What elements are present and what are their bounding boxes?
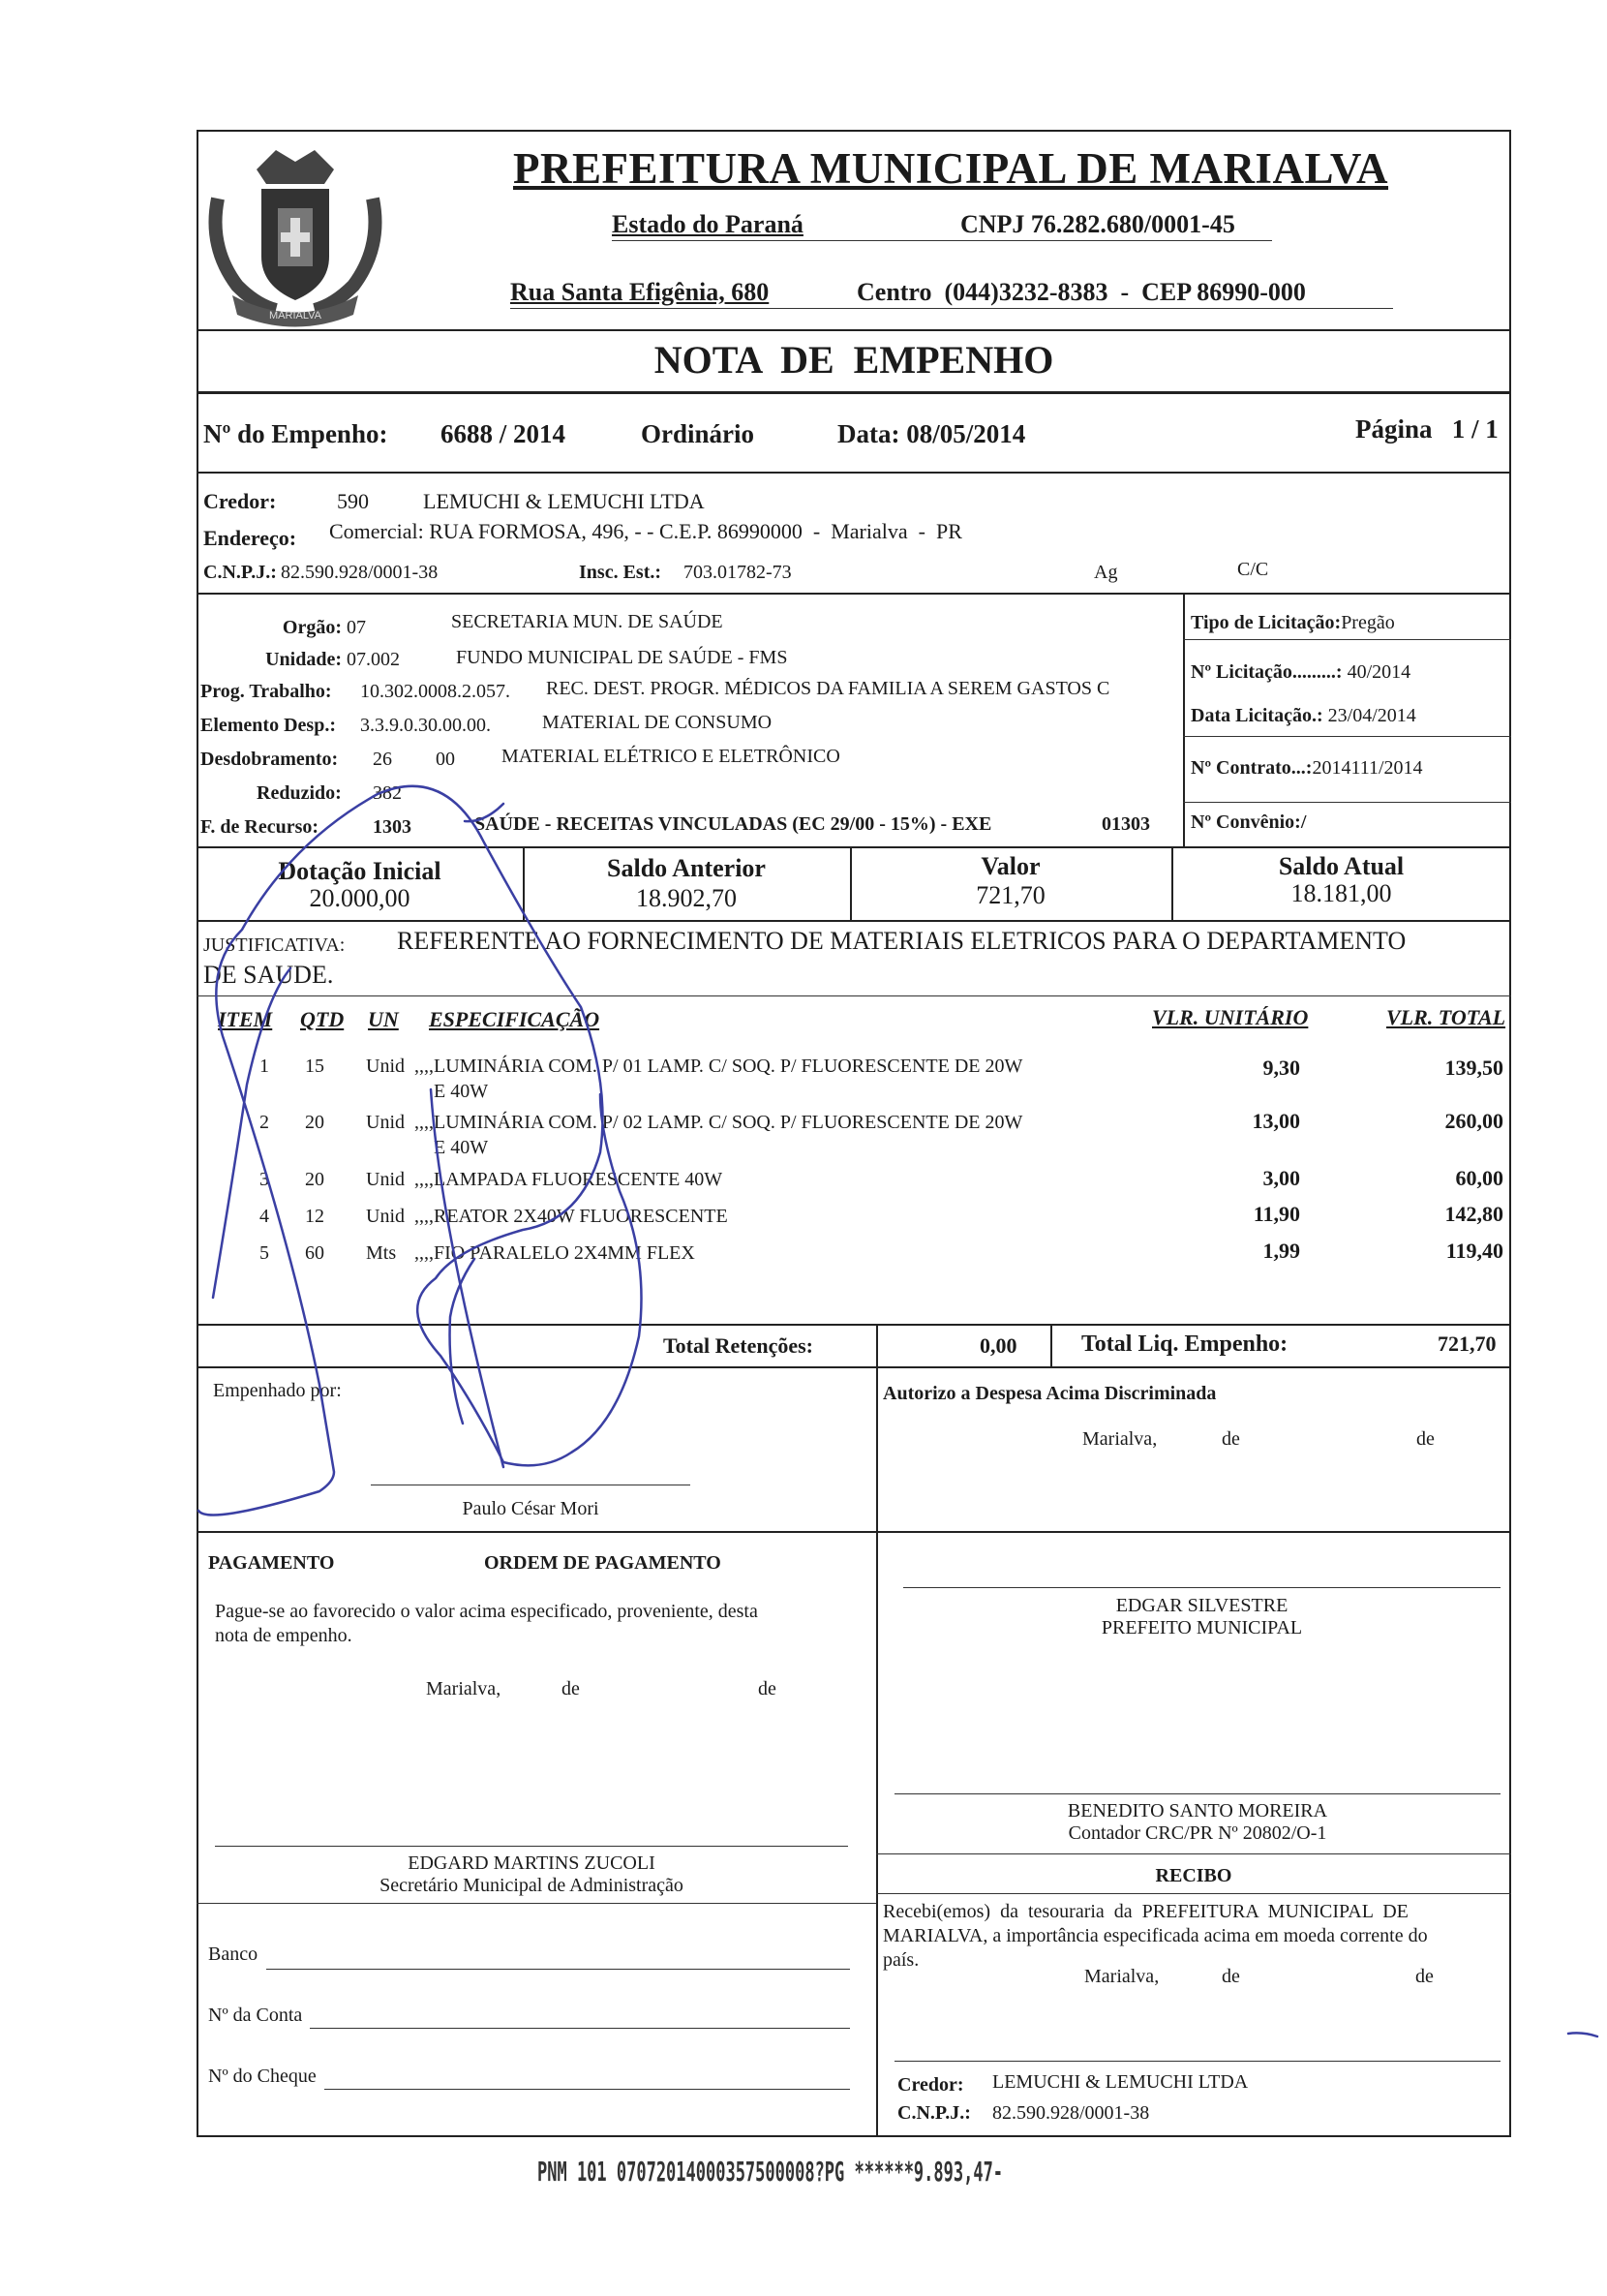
- tipo-licitacao-value: Pregão: [1341, 612, 1395, 633]
- unidade-code: 07.002: [347, 649, 400, 670]
- licitacao-num: Nº Licitação.........: 40/2014: [1191, 661, 1411, 683]
- desd-code: 26: [373, 749, 392, 770]
- pagamento-label: PAGAMENTO: [208, 1552, 335, 1574]
- empenho-label: Nº do Empenho:: [203, 419, 388, 448]
- recurso-code: 1303: [373, 816, 411, 838]
- recibo-title: RECIBO: [1155, 1865, 1232, 1886]
- unidade-label: Unidade:: [265, 649, 342, 670]
- orgao-label: Orgão:: [282, 617, 342, 638]
- credor-name: LEMUCHI & LEMUCHI LTDA: [423, 489, 705, 513]
- elem-label: Elemento Desp.:: [200, 715, 336, 736]
- insc-value: 703.01782-73: [683, 562, 792, 583]
- empenhado-signer: Paulo César Mori: [462, 1498, 599, 1519]
- reduzido-value: 382: [373, 782, 402, 804]
- recurso-label: F. de Recurso:: [200, 816, 319, 838]
- empenhado-label: Empenhado por:: [213, 1380, 342, 1401]
- contador-role: Contador CRC/PR Nº 20802/O-1: [1068, 1822, 1327, 1844]
- state-label: Estado do Paraná: [612, 210, 804, 238]
- document-title: PREFEITURA MUNICIPAL DE MARIALVA: [513, 144, 1389, 193]
- credor-label: Credor:: [203, 489, 277, 513]
- convenio-label: Nº Convênio:/: [1191, 811, 1307, 833]
- prog-label: Prog. Trabalho:: [200, 681, 332, 702]
- saldo-atual-value: 18.181,00: [1290, 879, 1392, 907]
- pagamento-text-line1: Pague-se ao favorecido o valor acima especificado, proveniente, desta: [215, 1601, 758, 1622]
- elem-code: 3.3.9.0.30.00.00.: [360, 715, 491, 736]
- unidade-name: FUNDO MUNICIPAL DE SAÚDE - FMS: [456, 647, 788, 668]
- licitacao-date: Data Licitação.: 23/04/2014: [1191, 705, 1416, 726]
- dotacao-label: Dotação Inicial: [278, 857, 441, 885]
- recibo-text-line1: Recebi(emos) da tesouraria da PREFEITURA MUNICIPAL DE: [883, 1901, 1409, 1922]
- col-qtd: QTD: [300, 1007, 345, 1031]
- autorizo-de1: de: [1222, 1428, 1240, 1450]
- justificativa-label: JUSTIFICATIVA:: [203, 934, 346, 956]
- recibo-text-line2: MARIALVA, a importância especificada acima em moeda corrente do: [883, 1925, 1428, 1946]
- justificativa-text-line1: REFERENTE AO FORNECIMENTO DE MATERIAIS ELETRICOS PARA O DEPARTAMENTO: [397, 927, 1407, 955]
- orgao-name: SECRETARIA MUN. DE SAÚDE: [451, 611, 723, 632]
- liquido-value: 721,70: [1438, 1332, 1497, 1356]
- cnpj-field-label: C.N.P.J.:: [203, 562, 277, 583]
- recibo-de2: de: [1415, 1966, 1434, 1987]
- recurso-num: 01303: [1102, 813, 1150, 835]
- liquido-label: Total Liq. Empenho:: [1081, 1332, 1289, 1357]
- contrato-field: Nº Contrato...:2014111/2014: [1191, 757, 1423, 779]
- col-un: UN: [368, 1007, 399, 1031]
- retencoes-value: 0,00: [980, 1333, 1017, 1358]
- col-vlr-unit: VLR. UNITÁRIO: [1152, 1005, 1309, 1029]
- prefeito-name: EDGAR SILVESTRE: [1115, 1595, 1289, 1616]
- dotacao-value: 20.000,00: [309, 884, 410, 912]
- col-item: ITEM: [218, 1007, 273, 1031]
- credor-footer-label: Credor:: [897, 2074, 964, 2096]
- prog-name: REC. DEST. PROGR. MÉDICOS DA FAMILIA A SEREM GASTOS C: [546, 678, 1110, 699]
- page-number: Página 1 / 1: [1355, 414, 1499, 444]
- svg-text:MARIALVA: MARIALVA: [269, 310, 321, 321]
- recibo-city: Marialva,: [1084, 1966, 1160, 1987]
- credor-address: Comercial: RUA FORMOSA, 496, - - C.E.P. 86990000 - Marialva - PR: [329, 519, 962, 543]
- list-item: 2 20 Unid ,,,,LUMINÁRIA COM. P/ 02 LAMP. C/ SOQ. P/ FLUORESCENTE DE 20W E 40W 13,00 260,00: [259, 1109, 1503, 1158]
- banco-label: Banco: [208, 1944, 258, 1965]
- desd-label: Desdobramento:: [200, 749, 339, 770]
- desd-name: MATERIAL ELÉTRICO E ELETRÔNICO: [501, 746, 840, 767]
- autorizo-label: Autorizo a Despesa Acima Discriminada: [883, 1383, 1217, 1404]
- tipo-licitacao-label: Tipo de Licitação:Pregão: [1191, 612, 1395, 633]
- credor-code: 590: [337, 489, 369, 513]
- prefeito-role: PREFEITO MUNICIPAL: [1101, 1617, 1303, 1638]
- orgao-code: 07: [347, 617, 366, 638]
- recibo-de1: de: [1222, 1966, 1240, 1987]
- ag-label: Ag: [1094, 562, 1118, 583]
- retencoes-label: Total Retenções:: [663, 1333, 813, 1358]
- nota-empenho-title: NOTA DE EMPENHO: [653, 338, 1054, 382]
- list-item: 5 60 Mts ,,,,FIO PARALELO 2X4MM FLEX 1,99 119,40: [259, 1239, 1503, 1264]
- col-vlr-total: VLR. TOTAL: [1386, 1005, 1506, 1029]
- secretario-name: EDGARD MARTINS ZUCOLI: [408, 1852, 655, 1874]
- cheque-label: Nº do Cheque: [208, 2066, 317, 2087]
- conta-label: Nº da Conta: [208, 2005, 303, 2026]
- pagamento-city: Marialva,: [426, 1678, 501, 1699]
- list-item: 1 15 Unid ,,,,LUMINÁRIA COM. P/ 01 LAMP. C/ SOQ. P/ FLUORESCENTE DE 20W E 40W 9,30 139,50: [259, 1056, 1503, 1102]
- street-label: Rua Santa Efigênia, 680: [510, 278, 770, 306]
- recibo-text-line3: país.: [883, 1949, 920, 1971]
- saldo-anterior-label: Saldo Anterior: [607, 854, 766, 882]
- credor-footer-cnpj-label: C.N.P.J.:: [897, 2102, 971, 2124]
- pagamento-de1: de: [561, 1678, 580, 1699]
- empenho-type: Ordinário: [641, 419, 755, 448]
- address-field-label: Endereço:: [203, 526, 297, 550]
- prog-code: 10.302.0008.2.057.: [360, 681, 510, 702]
- contador-name: BENEDITO SANTO MOREIRA: [1067, 1800, 1328, 1821]
- pagamento-text-line2: nota de empenho.: [215, 1625, 352, 1646]
- credor-footer-name: LEMUCHI & LEMUCHI LTDA: [992, 2071, 1249, 2093]
- autorizo-city: Marialva,: [1082, 1428, 1158, 1450]
- reduzido-label: Reduzido:: [257, 782, 342, 804]
- valor-value: 721,70: [976, 881, 1046, 909]
- recurso-name: SAÚDE - RECEITAS VINCULADAS (EC 29/00 - 15%) - EXE: [474, 813, 992, 835]
- empenho-date: Data: 08/05/2014: [837, 419, 1026, 448]
- credor-cnpj: 82.590.928/0001-38: [281, 562, 439, 583]
- col-espec: ESPECIFICAÇÃO: [429, 1007, 600, 1031]
- saldo-anterior-value: 18.902,70: [636, 884, 737, 912]
- pagamento-de2: de: [758, 1678, 776, 1699]
- cc-label: C/C: [1237, 559, 1269, 580]
- list-item: 4 12 Unid ,,,,REATOR 2X40W FLUORESCENTE 11,90 142,80: [259, 1202, 1503, 1227]
- valor-label: Valor: [981, 852, 1041, 880]
- cnpj-label: CNPJ 76.282.680/0001-45: [960, 210, 1235, 238]
- insc-label: Insc. Est.:: [579, 562, 662, 583]
- justificativa-text-line2: DE SAUDE.: [203, 961, 334, 989]
- desd-sub: 00: [436, 749, 455, 770]
- list-item: 3 20 Unid ,,,,LAMPADA FLUORESCENTE 40W 3,00 60,00: [259, 1166, 1503, 1190]
- saldo-atual-label: Saldo Atual: [1278, 852, 1405, 880]
- ordem-pagamento-label: ORDEM DE PAGAMENTO: [484, 1552, 721, 1574]
- empenho-number: 6688 / 2014: [440, 419, 566, 448]
- elem-name: MATERIAL DE CONSUMO: [542, 712, 773, 733]
- credor-footer-cnpj: 82.590.928/0001-38: [992, 2102, 1150, 2124]
- secretario-role: Secretário Municipal de Administração: [379, 1875, 683, 1896]
- address-label: Centro (044)3232-8383 - CEP 86990-000: [857, 278, 1306, 306]
- footer-authentication-code: PNM 101 07072014000357500008?PG ******9.893,47-: [537, 2158, 1004, 2189]
- autorizo-de2: de: [1416, 1428, 1435, 1450]
